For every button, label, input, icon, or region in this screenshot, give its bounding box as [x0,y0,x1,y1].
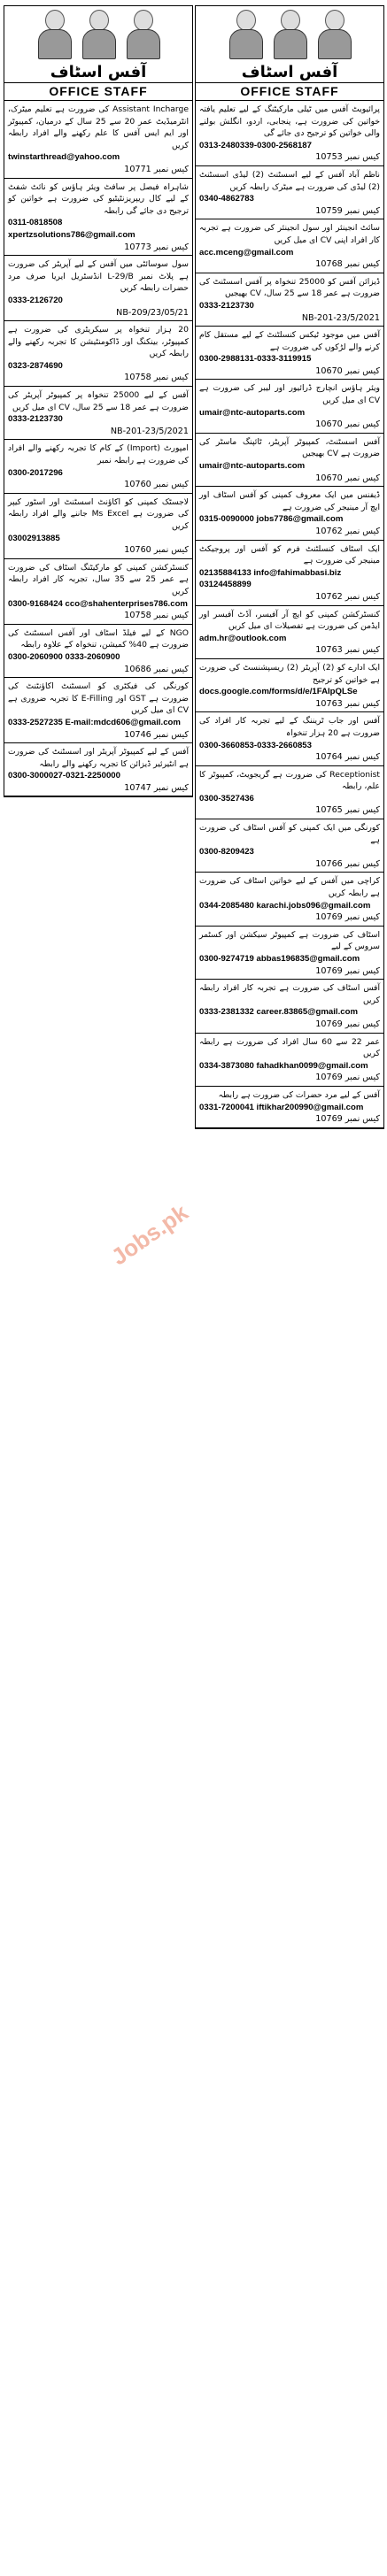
ad-contact[interactable]: 0323-2874690 [8,360,63,371]
ad-contact[interactable]: 0334-3873080 fahadkhan0099@gmail.com [199,1060,368,1071]
job-ad [196,166,383,219]
person-icon [35,10,74,59]
case-number: NB-201-23/5/2021 [110,426,189,436]
job-ad [196,327,383,380]
job-ad [196,766,383,819]
case-number: کیس نمبر 10771 [124,164,189,174]
watermark: Jobs.pk [105,1198,193,1271]
ad-text: کراچی میں آفس کے لیے خواتین اسٹاف کی ضرورت ہے رابطہ کریں [199,876,380,899]
case-number: کیس نمبر 10768 [315,259,380,270]
case-number: کیس نمبر 10686 [124,664,189,674]
case-number: کیس نمبر 10753 [315,152,380,163]
job-ad [4,321,192,387]
case-number: کیس نمبر 10769 [315,1073,380,1083]
ad-contact[interactable]: 0331-7200041 iftikhar200990@gmail.com [199,1102,364,1112]
ad-text: Receptionist کی ضرورت ہے گریجویٹ، کمپیوٹر کا علم، رابطہ [199,769,380,792]
ad-contact[interactable]: 0300-3527436 [199,793,254,804]
ad-contact[interactable]: 0300-9274719 abbas196835@gmail.com [199,954,360,964]
job-ad [196,487,383,540]
ad-text: Assistant Incharge کی ضرورت ہے تعلیم میٹرک، انٹرمیڈیٹ عمر 20 سے 25 سال کے درمیان، کمپیوٹر اور ایم ایس آفس کا علم رکھنے والے افراد رابطہ کریں [8,104,190,150]
job-ad [4,743,192,796]
case-number: کیس نمبر 10758 [124,373,189,383]
ad-text: آفس کے لیے کمپیوٹر آپریٹر اور اسسٹنٹ کی ضرورت ہے انٹیرئیر ڈیزائن کا تجربہ رکھنے والے رابطہ [8,747,189,769]
person-icon [79,10,118,59]
ad-contact[interactable]: 0300-3000027-0321-2250000 [8,771,120,781]
ad-text: سول سوسائٹی میں آفس کے لیے آپریٹر کی ضرورت ہے پلاٹ نمبر L-29/B انڈسٹریل ایریا صرف مرد حضرات رابطہ کریں [8,259,189,294]
case-number: کیس نمبر 10769 [315,1019,380,1029]
person-icon [314,10,353,59]
ad-text: ڈیفنس میں ایک معروف کمپنی کو آفس اسٹاف اور ایچ آر مینیجر کی ضرورت ہے [199,490,380,512]
ad-contact[interactable]: 0333-2527235 E-mail:mdcd606@gmail.com [8,717,181,727]
ad-text: آفس میں موجود ٹیکس کنسلٹنٹ کے لیے مستقل کام کرنے والے لڑکوں کی ضرورت ہے [199,330,380,352]
ad-contact[interactable]: umair@ntc-autoparts.com [199,407,306,418]
ad-contact[interactable]: docs.google.com/forms/d/e/1FAIpQLSe [199,687,358,697]
ad-text: کورنگی کی فیکٹری کو اسسٹنٹ اکاؤنٹنٹ کی ضرورت ہے GST اور E-Filling کا تجربہ ضروری ہے CV ای میل کریں [8,681,189,716]
job-ad [196,1034,383,1087]
ad-list [196,101,383,1128]
ad-text: شاہراہ فیصل پر سافٹ ویئر ہاؤس کو نائٹ شفٹ کے لیے کال ریپریزنٹیٹیو کی ضرورت ہے خواتین کو ترجیح دی جائے گی رابطہ [8,181,189,216]
ad-text: لاجسٹک کمپنی کو اکاؤنٹ اسسٹنٹ اور اسٹور کیپر کی ضرورت ہے Ms Excel جاننے والے افراد رابطہ کریں [8,496,190,531]
job-ad [4,101,192,179]
job-ad [196,1087,383,1128]
column-header [196,6,383,101]
ad-text: آفس کے لیے مرد حضرات کی ضرورت ہے رابطہ [218,1089,380,1100]
ad-text: کنسٹرکشن کمپنی کو مارکیٹنگ اسٹاف کی ضرورت ہے عمر 25 سے 35 سال، تجربہ کار افراد رابطہ کریں [8,562,189,596]
ad-text: ڈیزائن آفس کو 25000 تنخواہ پر آفس اسسٹنٹ کی ضرورت ہے عمر 18 سے 25 سال، CV بھیجیں [199,276,380,299]
person-icon [270,10,309,59]
case-number: کیس نمبر 10763 [315,698,380,709]
ad-contact[interactable]: 0300-8209423 [199,847,254,857]
title-urdu: آفس اسٹاف [241,63,338,81]
ad-contact[interactable]: adm.hr@outlook.com [199,633,287,643]
ad-contact[interactable]: 02135884133 info@fahimabbasi.biz 03124458899 [199,567,342,590]
case-number: کیس نمبر 10773 [124,242,189,252]
ad-contact[interactable]: 0333-2123730 [199,300,254,311]
job-ad [196,819,383,873]
ad-text: ایک ادارے کو (2) آپریٹر (2) ریسپشنسٹ کی ضرورت ہے خواتین کو ترجیح [199,662,380,685]
ad-text: کنسٹرکشن کمپنی کو ایچ آر آفیسر، آڈٹ آفیسر اور ایڈمن کی ضرورت ہے تفصیلات ای میل کریں [199,609,380,632]
case-number: کیس نمبر 10747 [124,782,189,793]
case-number: کیس نمبر 10670 [315,365,380,376]
ad-contact[interactable]: umair@ntc-autoparts.com [199,461,306,472]
case-number: کیس نمبر 10759 [315,205,380,216]
ad-text: سائٹ انجینئر اور سول انجینئر کی ضرورت ہے تجربہ کار افراد اپنی CV ای میل کریں [199,223,380,245]
job-ad [196,380,383,433]
case-number: کیس نمبر 10746 [124,729,189,740]
ad-text: آفس اسٹاف کی ضرورت ہے تجربہ کار افراد رابطہ کریں [199,983,380,1005]
ad-text: NGO کے لیے فیلڈ اسٹاف اور آفس اسسٹنٹ کی ضرورت ہے 40% کمیشن، تنخواہ کے علاوہ رابطہ [8,627,189,650]
ad-text: آفس اور جاب ٹریننگ کے لیے تجربہ کار افراد کی ضرورت ہے 20 ہزار تنخواہ [199,716,380,738]
right-column [195,5,384,1129]
case-number: NB-201-23/5/2021 [301,312,380,323]
job-ad [196,434,383,487]
case-number: کیس نمبر 10758 [124,611,189,621]
job-ad [196,659,383,712]
ad-contact[interactable]: acc.mceng@gmail.com [199,247,294,258]
case-number: کیس نمبر 10760 [124,480,189,490]
person-icon [123,10,162,59]
case-number: کیس نمبر 10670 [315,419,380,430]
ad-contact[interactable]: twinstarthread@yahoo.com [8,152,120,163]
left-column [4,5,193,797]
ad-text: پرائیویٹ آفس میں ٹیلی مارکیٹنگ کے لیے تعلیم یافتہ خواتین کی ضرورت ہے، پنجابی، اردو، انگلش بولنے والی خواتین کو ترجیح دی جائے گی [199,104,380,139]
case-number: کیس نمبر 10769 [315,912,380,923]
ad-text: ایک اسٹاف کنسلٹنٹ فرم کو آفس اور پروجیکٹ مینیجر کی ضرورت ہے [199,543,380,566]
ad-contact[interactable]: 03002913885 [8,533,60,543]
ad-list [4,101,192,796]
ad-contact[interactable]: 0300-2017296 [8,467,63,478]
ad-text: ناظم آباد آفس کے لیے اسسٹنٹ (2) لیڈی اسسٹنٹ (2) لیڈی کی ضرورت ہے میٹرک رابطہ کریں [199,169,380,192]
person-icon [226,10,265,59]
ad-text: 20 ہزار تنخواہ پر سیکریٹری کی ضرورت ہے کمپیوٹر، بینکنگ اور ڈاکومنٹیشن کا تجربہ رکھنے والے رابطہ کریں [8,325,189,359]
ad-contact[interactable]: 0333-2123730 [8,414,63,425]
ad-contact[interactable]: 0300-2988131-0333-3119915 [199,354,312,365]
ad-contact[interactable]: 0333-2381332 career.83865@gmail.com [199,1007,358,1018]
title-english: OFFICE STAFF [196,82,383,99]
job-ad [196,101,383,166]
job-ad [196,606,383,659]
case-number: کیس نمبر 10763 [315,645,380,656]
title-english: OFFICE STAFF [4,82,192,99]
job-ad [4,559,192,625]
case-number: کیس نمبر 10764 [315,752,380,763]
ad-text: امپورٹ (Import) کے کام کا تجربہ رکھنے والے افراد کی ضرورت ہے رابطہ نمبر [8,443,189,466]
case-number: کیس نمبر 10762 [315,527,380,536]
case-number: کیس نمبر 10765 [315,805,380,816]
ad-text: اسٹاف کی ضرورت ہے کمپیوٹر سیکشن اور کسٹمر سروس کے لیے [199,929,380,952]
ad-contact[interactable]: 0313-2480339-0300-2568187 [199,140,312,150]
case-number: کیس نمبر 10670 [315,473,380,483]
job-ad [4,494,192,559]
people-illustration [4,6,192,63]
job-ad [196,980,383,1033]
job-ad [4,256,192,321]
case-number: کیس نمبر 10769 [315,1114,380,1125]
job-ad [4,179,192,257]
ad-contact[interactable]: 0300-2060900 0333-2060900 [8,651,120,662]
ad-text: آفس اسسٹنٹ، کمپیوٹر آپریٹر، ٹائپنگ ماسٹر کی ضرورت ہے CV بھیجیں [199,436,380,459]
job-ad [196,712,383,765]
job-ad [196,541,383,606]
ad-text: کورنگی میں ایک کمپنی کو آفس اسٹاف کی ضرورت ہے [199,823,380,845]
people-illustration [196,6,383,63]
ad-contact[interactable]: 0333-2126720 [8,295,63,305]
job-ad [196,927,383,980]
case-number: NB-209/23/05/21 [116,307,189,318]
case-number: کیس نمبر 10762 [315,591,380,602]
job-ad [4,440,192,493]
column-header [4,6,192,101]
job-ad [196,273,383,327]
ad-text: عمر 22 سے 60 سال افراد کی ضرورت ہے رابطہ کریں [199,1036,380,1059]
ad-contact[interactable]: 0340-4862783 [199,194,254,204]
ad-contact[interactable]: 0315-0090000 jobs7786@gmail.com [199,514,344,525]
ad-contact[interactable]: 0311-0818508 xpertzsolutions786@gmail.com [8,218,135,240]
case-number: کیس نمبر 10769 [315,965,380,976]
job-ad [196,873,383,926]
ad-text: ویئر ہاؤس انچارج ڈرائیور اور لیبر کی ضرورت ہے CV ای میل کریں [199,383,380,406]
case-number: کیس نمبر 10760 [124,545,189,556]
job-ad [4,387,192,440]
case-number: کیس نمبر 10766 [315,858,380,869]
ad-contact[interactable]: 0344-2085480 karachi.jobs096@gmail.com [199,900,371,911]
job-ad [4,678,192,743]
job-ad [4,625,192,678]
ad-contact[interactable]: 0300-9168424 cco@shahenterprises786.com [8,598,188,609]
ad-text: آفس کے لیے 25000 تنخواہ پر کمپیوٹر آپریٹر کی ضرورت ہے عمر 18 سے 25 سال، CV ای میل کریں [8,390,189,412]
ad-contact[interactable]: 0300-3660853-0333-2660853 [199,740,312,750]
title-urdu: آفس اسٹاف [50,63,147,81]
job-ad [196,219,383,273]
